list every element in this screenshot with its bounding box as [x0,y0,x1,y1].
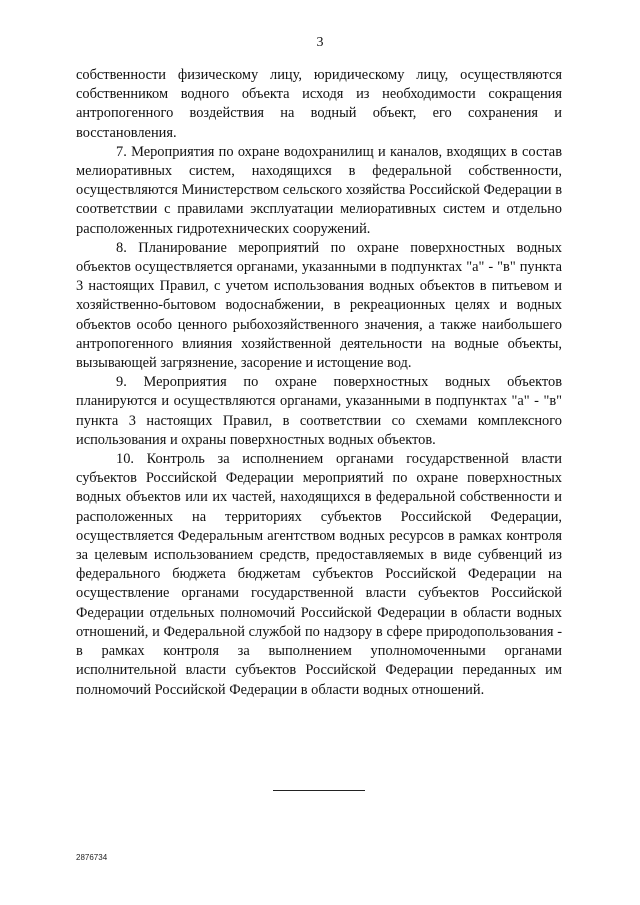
paragraph-clause-9: 9. Мероприятия по охране поверхностных водных объектов планируются и осуществляются органами, указанными в подпунктах "а" - "в" пункта 3 настоящих Правил, в соответствии со схемами комплексного использования и охраны поверхностных водных объектов. [76,374,562,448]
paragraph-continuation: собственности физическому лицу, юридическому лицу, осуществляются собственником водного объекта исходя из необходимости сокращения антропогенного воздействия на водный объект, его сохранения и восстановления. [76,67,562,141]
paragraph-clause-7: 7. Мероприятия по охране водохранилищ и каналов, входящих в состав мелиоративных систем, находящихся в федеральной собственности, осуществляются Министерством сельского хозяйства Российской Федерации в соответствии с правилами эксплуатации мелиоративных систем и отдельно расположенных гидротехнических сооружений. [76,143,562,237]
page-number: 3 [316,35,324,50]
paragraph-clause-10: 10. Контроль за исполнением органами государственной власти субъектов Российской Федерации мероприятий по охране поверхностных водных объектов или их частей, находящихся в федеральной собственности и расположенных на территориях субъектов Российской Федерации, осуществляется Федеральным агентством водных ресурсов в рамках контроля за целевым использованием средств, предоставляемых в виде субвенций из федерального бюджета бюджетам субъектов Российской Федерации на осуществление органами государственной власти субъектов Российской Федерации отдельных полномочий Российской Федерации в области водных отношений, и Федеральной службой по надзору в сфере природопользования - в рамках контроля за выполнением уполномоченными органами исполнительной власти субъектов Российской Федерации переданных им полномочий Российской Федерации в области водных отношений. [76,451,562,698]
document-id: 2876734 [76,853,108,862]
end-divider [273,790,365,791]
document-body [76,66,562,700]
paragraph-clause-8: 8. Планирование мероприятий по охране поверхностных водных объектов осуществляется органами, указанными в подпунктах "а" - "в" пункта 3 настоящих Правил, с учетом использования водных объектов в питьевом и хозяйственно-бытовом водоснабжении, в рекреационных целях и водных объектов особо ценного рыбохозяйственного значения, а также наибольшего антропогенного влияния хозяйственной деятельности на водные объекты, вызывающей загрязнение, засорение и истощение вод. [76,239,562,372]
